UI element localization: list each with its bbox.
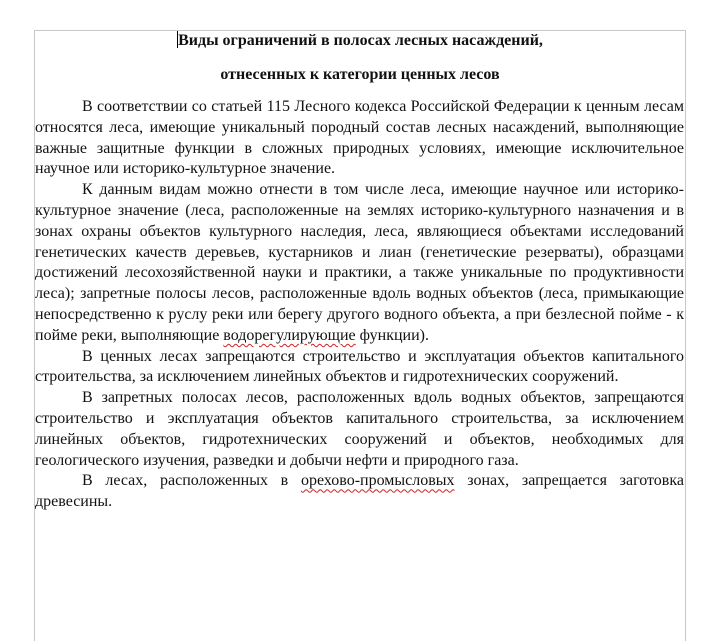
document-page[interactable] xyxy=(34,30,686,641)
paragraph-2-text: К данным видам можно отнести в том числе леса, имеющие научное или историко-культурное значение (леса, расположенные на землях историко-культурного назначения и в зонах охраны объектов культурного наследия, леса, являющиеся объектами исследований генетических качеств деревьев, кустарников и лиан (генетические резерваты), образцами достижений лесохозяйственной науки и практики, а также уникальные по продуктивности леса); запретные полосы лесов, расположенные вдоль водных объектов (леса, примыкающие непосредственно к руслу реки или берегу другого водного объекта, а при безлесной пойме - к пойме реки, выполняющие xyxy=(35,181,684,344)
paragraph-1: В соответствии со статьей 115 Лесного кодекса Российской Федерации к ценным лесам относятся леса, имеющие уникальный породный состав лесных насаждений, выполняющие важные защитные функции в сложных природных условиях, имеющие исключительное научное или историко-культурное значение. xyxy=(35,98,684,178)
paragraph-5-head: В лесах, расположенных в xyxy=(82,472,301,490)
document-body[interactable] xyxy=(35,31,685,513)
paragraph-2-tail: функции). xyxy=(355,326,429,344)
document-title-line-1 xyxy=(35,31,685,51)
paragraph-2 xyxy=(35,180,685,346)
paragraph-4: В запретных полосах лесов, расположенных вдоль водных объектов, запрещаются строительство и эксплуатация объектов капитального строительства, за исключением линейных объектов, гидротехнических сооружений и объектов, необходимых для геологического изучения, разведки и добычи нефти и природного газа. xyxy=(35,389,684,469)
document-title-line-2: отнесенных к категории ценных лесов xyxy=(220,66,500,83)
title-line-1-text: Виды ограничений в полосах лесных насаждений, xyxy=(178,32,543,49)
paragraph-3: В ценных лесах запрещаются строительство и эксплуатация объектов капитального строительства, за исключением линейных объектов и гидротехнических сооружений. xyxy=(35,347,684,386)
paragraph-5-tail: зонах, запрещается заготовка древесины. xyxy=(35,472,684,511)
paragraph-5 xyxy=(35,471,685,513)
spellcheck-flagged-word[interactable]: водорегулирующие xyxy=(223,326,356,344)
spellcheck-flagged-word[interactable]: орехово-промысловых xyxy=(300,472,455,490)
